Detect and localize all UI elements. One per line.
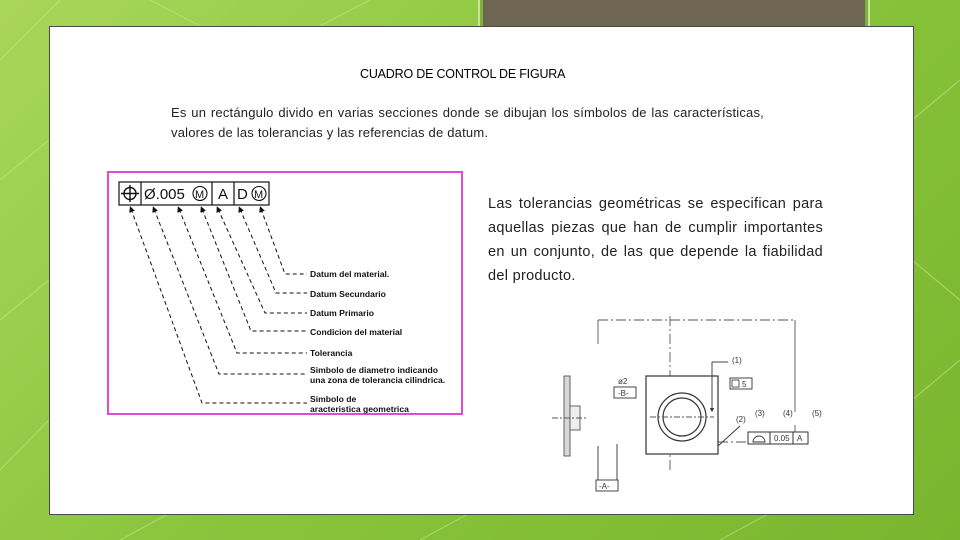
slide-title: CUADRO DE CONTROL DE FIGURA	[360, 67, 566, 81]
diameter-note: ø2	[618, 377, 628, 386]
datum-b-label: -B-	[618, 389, 629, 398]
label-caracteristica-geometrica: aracteristica geometrica	[310, 404, 409, 414]
frame-secondary-datum: D	[237, 186, 248, 203]
slide-panel	[49, 26, 914, 515]
label-condicion-material: Condicion del material	[310, 327, 403, 337]
frame-secondary-modifier: M	[254, 189, 264, 201]
label-datum-secundario: Datum Secundario	[310, 289, 386, 299]
label-datum-primario: Datum Primario	[310, 308, 374, 318]
intro-paragraph: Es un rectángulo divido en varias secciones donde se dibujan los símbolos de las características, valores de las tolerancias y las referencias de datum.	[171, 105, 764, 140]
label-zona-tolerancia: una zona de tolerancia cilindrica.	[310, 375, 446, 385]
position-symbol-icon	[121, 185, 139, 202]
callout-1: (1)	[732, 356, 742, 365]
label-tolerancia: Tolerancia	[310, 348, 353, 358]
frame-tolerance: Ø.005	[144, 186, 185, 203]
callout-4: (4)	[783, 409, 793, 418]
callout-5: (5)	[812, 409, 822, 418]
callout-3: (3)	[755, 409, 765, 418]
drawing-frame-tolerance: 0.05	[774, 434, 790, 443]
feature-control-frame-figure	[107, 171, 463, 415]
box-note: 5	[742, 380, 747, 389]
label-simbolo-de: Simbolo de	[310, 394, 357, 404]
label-simbolo-diametro: Simbolo de diametro indicando	[310, 365, 438, 375]
callout-2: (2)	[736, 415, 746, 424]
body-paragraph: Las tolerancias geométricas se especifican para aquellas piezas que han de cumplir importantes en un conjunto, de las que depende la fiabilidad del producto.	[488, 196, 823, 284]
datum-a-label: -A-	[599, 482, 610, 491]
label-datum-material: Datum del material.	[310, 269, 390, 279]
technical-drawing-figure	[550, 314, 822, 491]
leader-lines	[131, 209, 307, 403]
frame-modifier: M	[195, 189, 205, 201]
drawing-frame-datum1: A	[797, 434, 803, 443]
frame-primary-datum: A	[218, 186, 229, 203]
